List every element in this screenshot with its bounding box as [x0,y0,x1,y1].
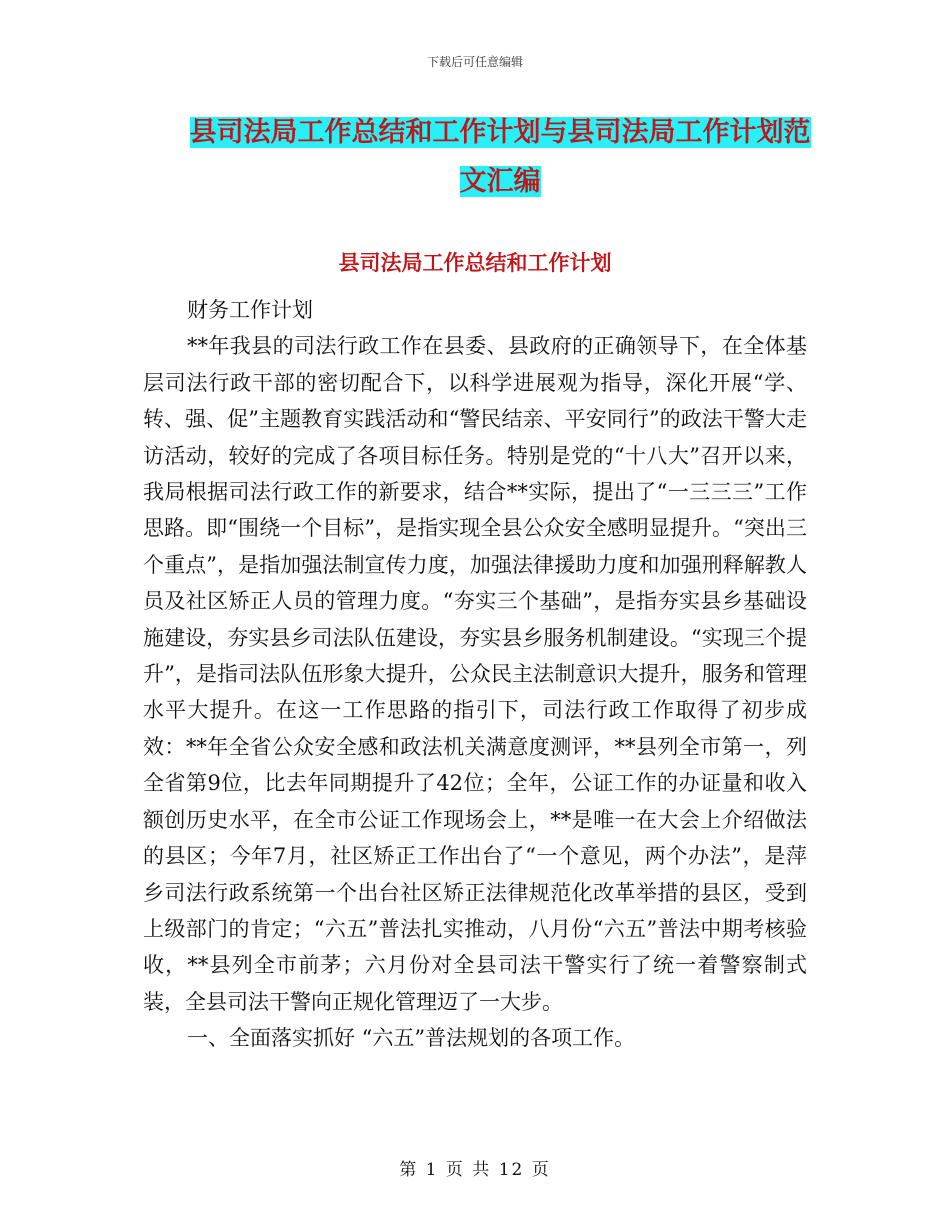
paragraph-summary: **年我县的司法行政工作在县委、县政府的正确领导下，在全体基层司法行政干部的密切配合下，以科学进展观为指导，深化开展“学、转、强、促”主题教育实践活动和“警民结亲、平安同行”的政法干警大走访活动，较好的完成了各项目标任务。特别是党的“十八大”召开以来，我局根据司法行政工作的新要求，结合**实际，提出了“一三三三”工作思路。即“围绕一个目标”，是指实现全县公众安全感明显提升。“突出三个重点”，是指加强法制宣传力度，加强法律援助力度和加强刑释解教人员及社区矫正人员的管理力度。“夯实三个基础”，是指夯实县乡基础设施建设，夯实县乡司法队伍建设，夯实县乡服务机制建设。“实现三个提升”，是指司法队伍形象大提升，公众民主法制意识大提升，服务和管理水平大提升。在这一工作思路的指引下，司法行政工作取得了初步成效：**年全省公众安全感和政法机关满意度测评，**县列全市第一，列全省第9位，比去年同期提升了42位；全年，公证工作的办证量和收入额创历史水平，在全市公证工作现场会上，**是唯一在大会上介绍做法的县区；今年7月，社区矫正工作出台了“一个意见，两个办法”，是萍乡司法行政系统第一个出台社区矫正法律规范化改革举措的县区，受到上级部门的肯定；“六五”普法扎实推动，八月份“六五”普法中期考核验收，**县列全市前茅；六月份对全县司法干警实行了统一着警察制式装，全县司法干警向正规化管理迈了一大步。 [143,334,807,1014]
page-header-note: 下载后可任意编辑 [426,55,523,69]
section-title: 县司法局工作总结和工作计划 [338,251,612,275]
document-title-line-1: 县司法局工作总结和工作计划与县司法局工作计划范 [189,117,811,148]
document-body [143,292,807,1057]
document-title-line-2: 文汇编 [459,166,541,197]
document-title [150,108,850,206]
paragraph-heading: 财务工作计划 [187,298,313,322]
page-number: 第 1 页 共 12 页 [399,1160,551,1180]
paragraph-section-one: 一、全面落实抓好 “六五”普法规划的各项工作。 [187,1026,636,1051]
